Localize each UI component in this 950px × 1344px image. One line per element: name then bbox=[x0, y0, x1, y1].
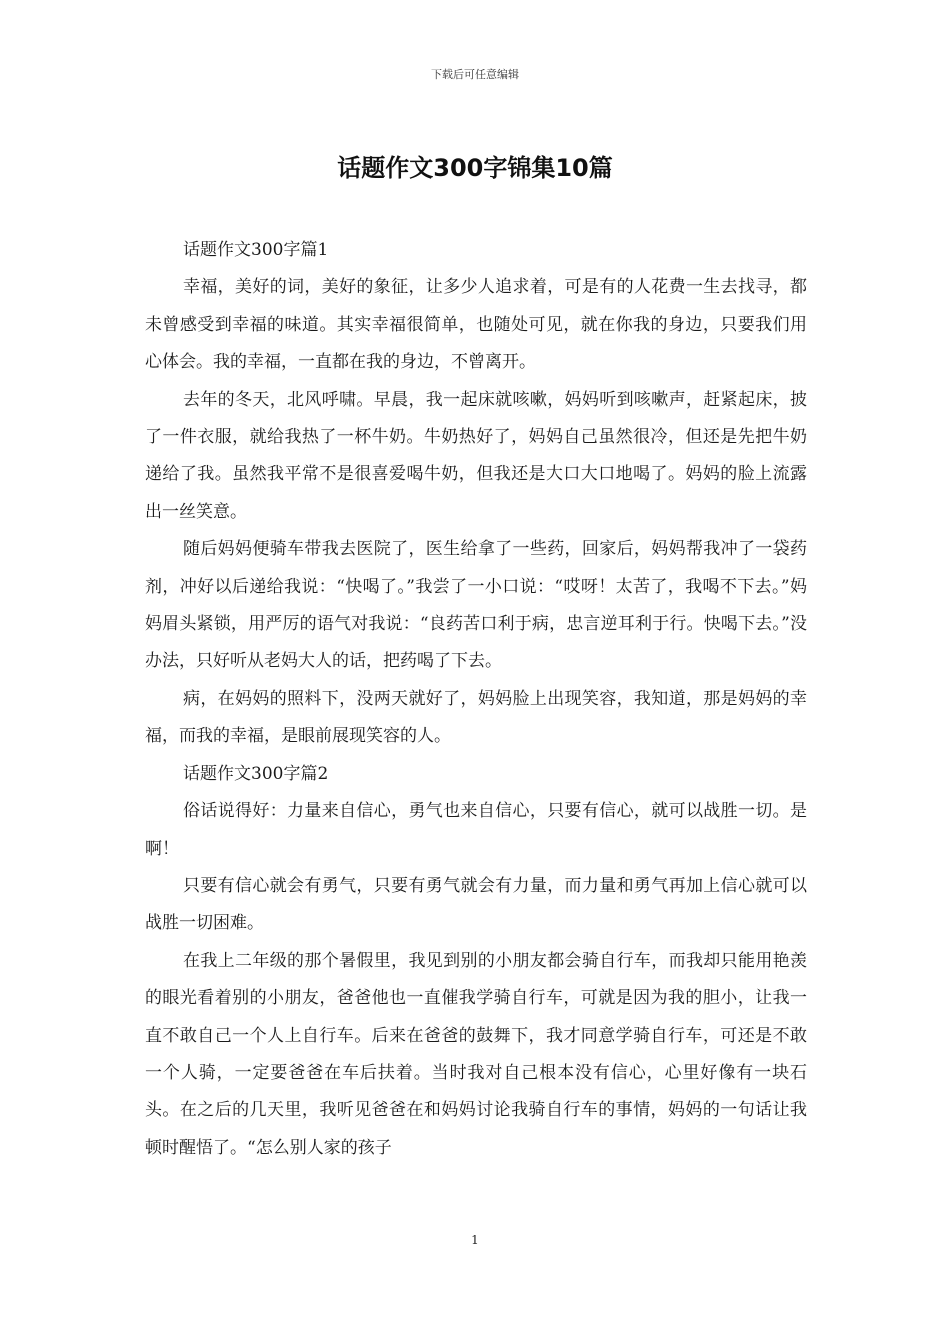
document-body bbox=[145, 232, 807, 1167]
document-title: 话题作文300字锦集10篇 bbox=[337, 154, 613, 182]
paragraph: 俗话说得好：力量来自信心，勇气也来自信心，只要有信心，就可以战胜一切。是啊！ bbox=[145, 801, 807, 859]
page-header: 下载后可任意编辑 bbox=[431, 68, 519, 81]
paragraph: 只要有信心就会有勇气，只要有勇气就会有力量，而力量和勇气再加上信心就可以战胜一切困难。 bbox=[145, 875, 807, 934]
page-number: 1 bbox=[471, 1233, 479, 1247]
paragraph: 病，在妈妈的照料下，没两天就好了，妈妈脸上出现笑容，我知道，那是妈妈的幸福，而我的幸福，是眼前展现笑容的人。 bbox=[145, 688, 807, 747]
paragraph: 去年的冬天，北风呼啸。早晨，我一起床就咳嗽，妈妈听到咳嗽声，赶紧起床，披了一件衣服，就给我热了一杯牛奶。牛奶热好了，妈妈自己虽然很冷，但还是先把牛奶递给了我。虽然我平常不是很喜爱喝牛奶，但我还是大口大口地喝了。妈妈的脸上流露出一丝笑意。 bbox=[145, 389, 807, 522]
paragraph: 幸福，美好的词，美好的象征，让多少人追求着，可是有的人花费一生去找寻，都未曾感受到幸福的味道。其实幸福很简单，也随处可见，就在你我的身边，只要我们用心体会。我的幸福，一直都在我的身边，不曾离开。 bbox=[145, 277, 807, 373]
paragraph: 随后妈妈便骑车带我去医院了，医生给拿了一些药，回家后，妈妈帮我冲了一袋药剂，冲好以后递给我说：“快喝了。”我尝了一小口说：“哎呀！太苦了，我喝不下去。”妈妈眉头紧锁，用严厉的语气对我说：“良药苦口利于病，忠言逆耳利于行。快喝下去。”没办法，只好听从老妈大人的话，把药喝了下去。 bbox=[145, 539, 807, 672]
section-heading-1: 话题作文300字篇1 bbox=[183, 240, 329, 260]
section-heading-2: 话题作文300字篇2 bbox=[183, 763, 329, 784]
paragraph: 在我上二年级的那个暑假里，我见到别的小朋友都会骑自行车，而我却只能用艳羡的眼光看着别的小朋友，爸爸他也一直催我学骑自行车，可就是因为我的胆小，让我一直不敢自己一个人上自行车。后来在爸爸的鼓舞下，我才同意学骑自行车，可还是不敢一个人骑，一定要爸爸在车后扶着。当时我对自己根本没有信心，心里好像有一块石头。在之后的几天里，我听见爸爸在和妈妈讨论我骑自行车的事情，妈妈的一句话让我顿时醒悟了。“怎么别人家的孩子 bbox=[145, 950, 807, 1158]
